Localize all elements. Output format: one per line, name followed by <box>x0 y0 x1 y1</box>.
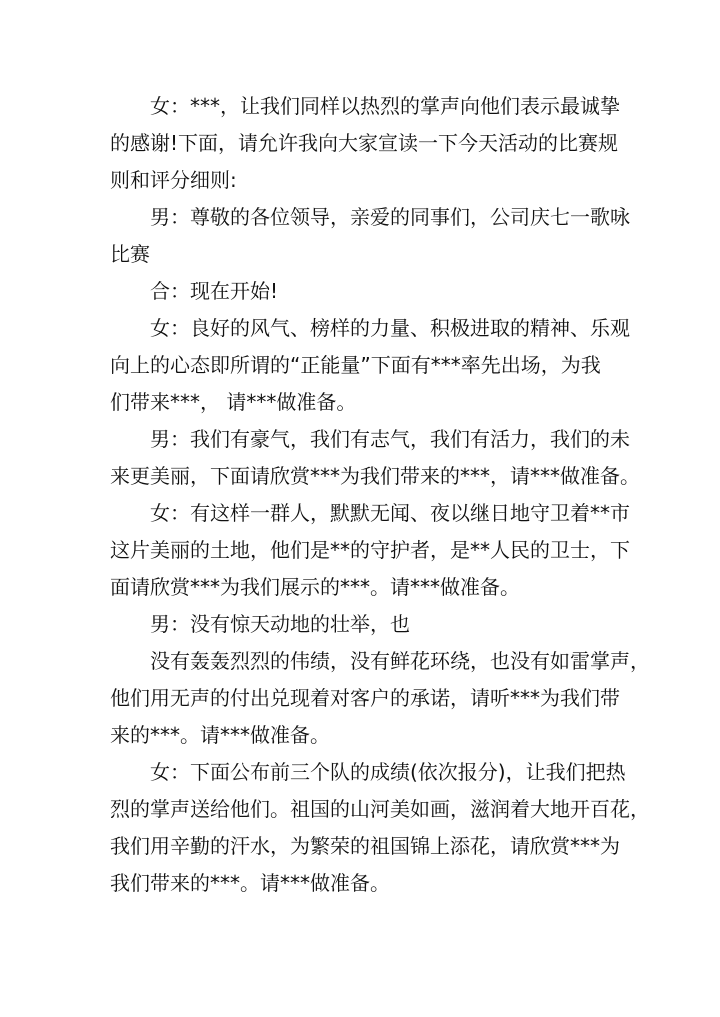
text-line: 我们带来的***。请***做准备。 <box>110 871 390 895</box>
text-line: 没有轰轰烈烈的伟绩，没有鲜花环绕，也没有如雷掌声， <box>150 649 650 673</box>
text-line: 女：良好的风气、榜样的力量、积极进取的精神、乐观 <box>150 316 630 340</box>
text-line: 烈的掌声送给他们。祖国的山河美如画，滋润着大地开百花， <box>110 797 650 821</box>
text-line: 男：尊敬的各位领导，亲爱的同事们，公司庆七一歌咏 <box>150 205 630 229</box>
text-line: 我们用辛勤的汗水，为繁荣的祖国锦上添花，请欣赏***为 <box>110 834 620 858</box>
text-line: 来更美丽，下面请欣赏***为我们带来的***，请***做准备。 <box>110 464 640 488</box>
text-line: 女：***，让我们同样以热烈的掌声向他们表示最诚挚 <box>150 94 620 118</box>
document-body <box>110 88 650 902</box>
text-line: 女：有这样一群人，默默无闻、夜以继日地守卫着**市 <box>150 501 630 525</box>
text-line: 女：下面公布前三个队的成绩(依次报分)，让我们把热 <box>150 760 626 784</box>
text-line: 的感谢!下面，请允许我向大家宣读一下今天活动的比赛规 <box>110 131 619 155</box>
text-line: 面请欣赏***为我们展示的***。请***做准备。 <box>110 575 520 599</box>
text-line: 来的***。请***做准备。 <box>110 723 330 747</box>
text-line: 男：我们有豪气，我们有志气，我们有活力，我们的未 <box>150 427 630 451</box>
text-line: 向上的心态即所谓的“正能量”下面有***率先出场，为我 <box>110 353 601 377</box>
text-line: 比赛 <box>110 242 150 266</box>
text-line: 则和评分细则: <box>110 168 237 192</box>
text-line: 男：没有惊天动地的壮举，也 <box>150 612 410 636</box>
text-line: 合：现在开始! <box>150 279 279 303</box>
text-line: 他们用无声的付出兑现着对客户的承诺，请听***为我们带 <box>110 686 620 710</box>
text-line: 们带来***， 请***做准备。 <box>110 390 357 414</box>
text-line: 这片美丽的土地，他们是**的守护者，是**人民的卫士，下 <box>110 538 630 562</box>
